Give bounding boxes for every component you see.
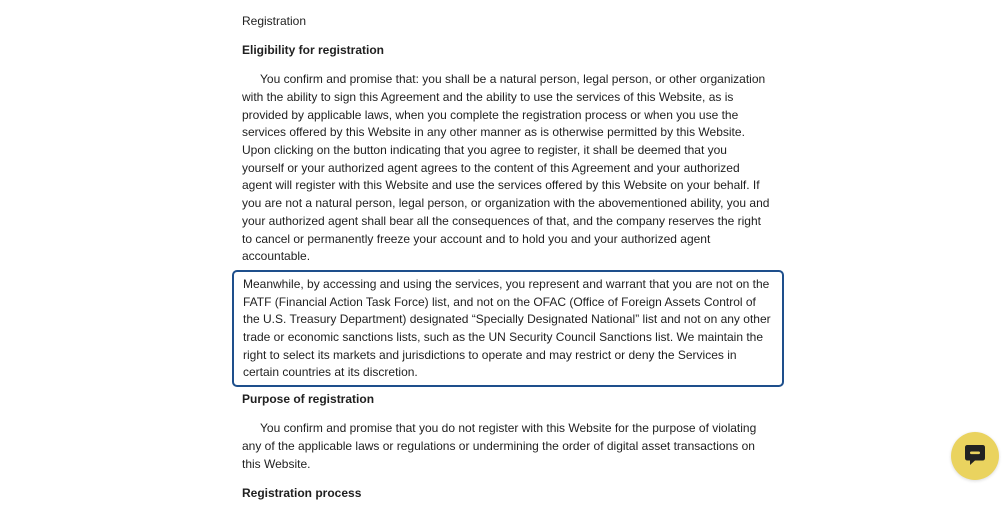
chat-bubble-icon — [962, 443, 988, 469]
highlighted-sanctions-paragraph — [232, 270, 784, 387]
agreement-content — [242, 13, 772, 503]
section-label: Registration — [242, 14, 307, 28]
paragraph-eligibility: You confirm and promise that: you shall be a natural person, legal person, or other organization with the ability to sign this Agreement and the ability to use the services of this Website, as is provided by applicable laws, when you complete the registration process or when you use the services offered by this Website in any other manner as is otherwise permitted by this Website. Upon clicking on the button indicating that you agree to register, it shall be deemed that you yourself or your authorized agent agrees to the content of this Agreement and your authorized agent will register with this Website and use the services offered by this Website on your behalf. If you are not a natural person, legal person, or organization with the abovementioned ability, you and your authorized agent shall bear all the consequences of that, and the company reserves the right to cancel or permanently freeze your account and to hold you and your authorized agent accountable. — [242, 72, 770, 264]
heading-registration-process: Registration process — [242, 485, 362, 500]
paragraph-sanctions: Meanwhile, by accessing and using the services, you represent and warrant that you are not on the FATF (Financial Action Task Force) list, and not on the OFAC (Office of Foreign Assets Control of the U.S. Treasury Department) designated “Specially Designated National” list and not on any other trade or economic sanctions lists, such as the UN Security Council Sanctions list. We maintain the right to select its markets and jurisdictions to operate and may restrict or deny the Services in certain countries at its discretion. — [243, 276, 771, 380]
paragraph-purpose: You confirm and promise that you do not register with this Website for the purpose of violating any of the applicable laws or regulations or undermining the order of digital asset transactions on this Website. — [242, 421, 757, 471]
heading-purpose: Purpose of registration — [242, 392, 375, 407]
heading-eligibility: Eligibility for registration — [242, 43, 385, 57]
chat-widget-button[interactable] — [951, 432, 999, 480]
